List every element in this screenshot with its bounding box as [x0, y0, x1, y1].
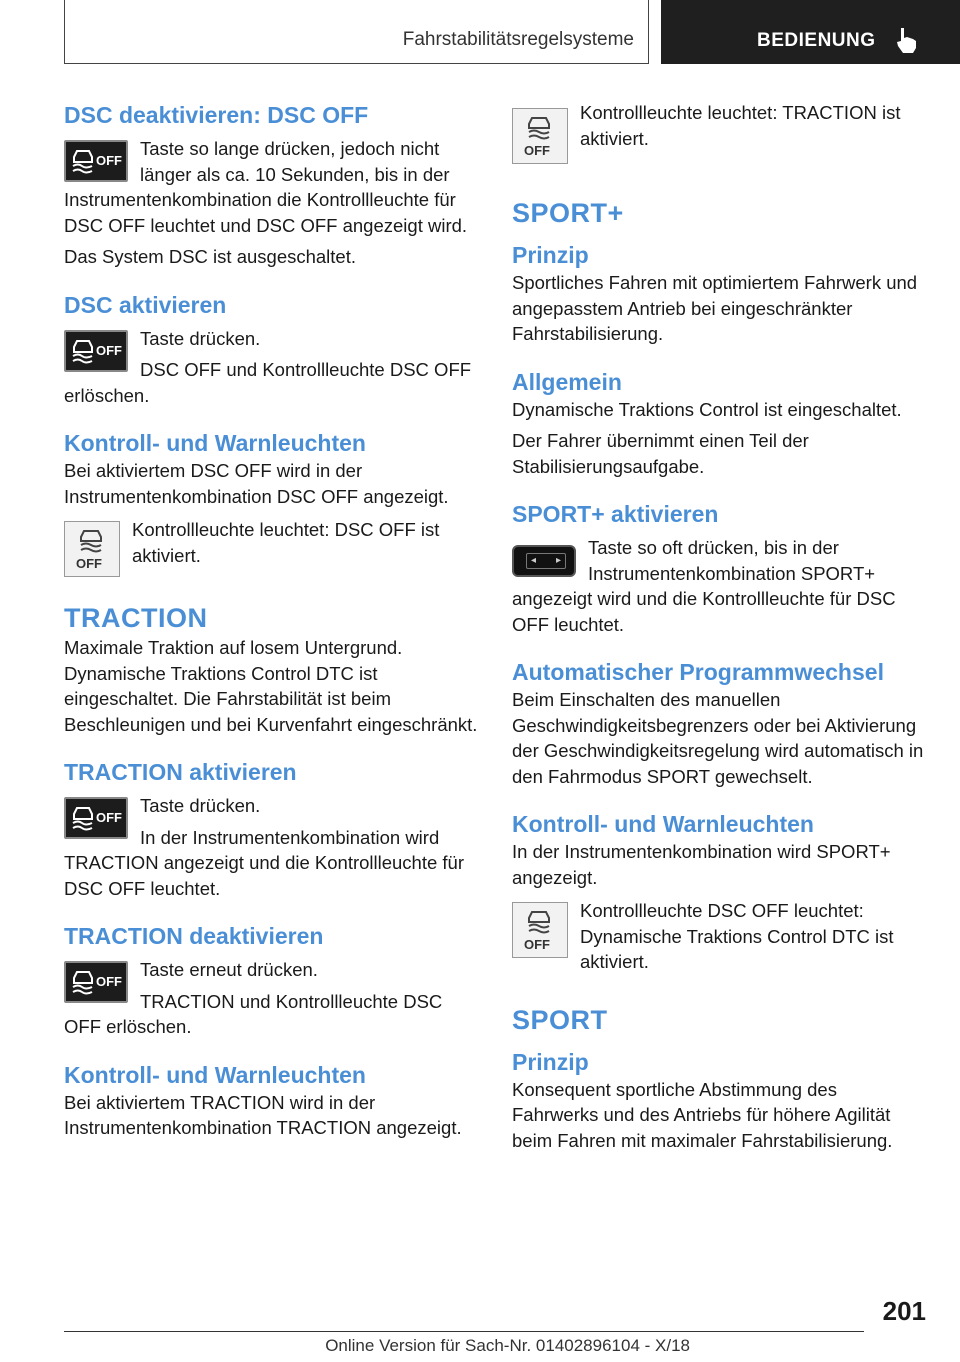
traction-on-block — [64, 793, 480, 901]
heading-sport-plus: SPORT+ — [512, 198, 624, 228]
heading-dsc-off: DSC deaktivieren: DSC OFF — [64, 102, 369, 128]
off-label: OFF — [524, 143, 550, 158]
footer-divider — [64, 1331, 864, 1332]
off-label: OFF — [76, 556, 102, 571]
arrow-left-icon: ◂ — [531, 555, 537, 566]
traction-text: Maximale Traktion auf losem Untergrund. Dynamische Traktions Control DTC ist eingeschaltet. Die Fahrstabilität ist beim Beschleunigen und bei Kurvenfahrt eingeschränkt. — [64, 637, 478, 735]
header-chapter-title: BEDIENUNG — [757, 30, 876, 51]
dsc-off-button-icon — [64, 961, 128, 1003]
heading-warn-1: Kontroll- und Warnleuchten — [64, 430, 366, 456]
dsc-off-lamp-icon — [512, 108, 568, 164]
mode-button-icon — [512, 545, 576, 577]
heading-prinzip-2: Prinzip — [512, 1048, 589, 1075]
warn-1-text: Bei aktiviertem DSC OFF wird in der Instrumentenkombination DSC OFF angezeigt. — [64, 460, 449, 507]
heading-sport: SPORT — [512, 1004, 608, 1035]
heading-prinzip-1: Prinzip — [512, 242, 589, 268]
header-section-tab — [64, 0, 649, 64]
dsc-off-lamp-icon — [512, 902, 568, 958]
heading-auto-program: Automatischer Programmwechsel — [512, 659, 884, 685]
car-skid-icon — [75, 528, 109, 554]
warn-3-text: In der Instrumentenkombination wird SPORT+ angezeigt. — [512, 841, 891, 888]
off-label: OFF — [96, 342, 122, 358]
car-skid-icon — [523, 115, 557, 141]
car-skid-icon — [70, 969, 96, 995]
header-section-title: Fahrstabilitätsregelsysteme — [402, 29, 634, 50]
dsc-off-button-icon — [64, 797, 128, 839]
traction-on-text-2: In der Instrumentenkombination wird TRACTION angezeigt und die Kontrollleuchte für DSC OFF leuchtet. — [64, 826, 465, 899]
traction-off-text-2: TRACTION und Kontrollleuchte DSC OFF erlöschen. — [64, 990, 443, 1037]
heading-warn-2: Kontroll- und Warnleuchten — [64, 1061, 366, 1088]
arrow-right-icon: ▸ — [555, 555, 561, 566]
dsc-off-text-1: Taste so lange drücken, jedoch nicht länger als ca. 10 Sekunden, bis in der Instrumentenkombination die Kontrollleuchte für DSC OFF leuchtet und DSC OFF angezeigt wird. — [64, 138, 468, 236]
off-label: OFF — [96, 974, 122, 989]
traction-on-text-1: Taste drücken. — [140, 795, 261, 816]
warn-2-text: Bei aktiviertem TRACTION wird in der Instrumentenkombination TRACTION angezeigt. — [64, 1091, 462, 1138]
dsc-on-block — [64, 326, 480, 409]
heading-traction-on: TRACTION aktivieren — [64, 759, 297, 785]
prinzip-1-text: Sportliches Fahren mit optimiertem Fahrwerk und angepasstem Antrieb bei eingeschränkter Fahrstabilisierung. — [512, 272, 918, 344]
off-label: OFF — [96, 153, 122, 168]
footer-online-version: Online Version für Sach-Nr. 01402896104 - X/18 — [325, 1336, 690, 1355]
right-column — [512, 100, 928, 1153]
heading-traction: TRACTION — [64, 603, 208, 633]
car-skid-icon — [523, 909, 557, 935]
warn-1-lamp-block — [64, 517, 480, 581]
heading-sport-plus-on: SPORT+ aktivieren — [512, 501, 719, 527]
page-number: 201 — [882, 1296, 926, 1326]
car-skid-icon — [70, 148, 96, 174]
warn-1-lamp-text: Kontrollleuchte leuchtet: DSC OFF ist aktiviert. — [132, 519, 440, 566]
traction-lamp-text: Kontrollleuchte leuchtet: TRACTION ist aktiviert. — [580, 102, 901, 149]
dsc-off-text-2: Das System DSC ist ausgeschaltet. — [64, 246, 356, 267]
car-skid-icon — [70, 805, 96, 831]
warn-3-lamp-text: Kontrollleuchte DSC OFF leuchtet: Dynamische Traktions Control DTC ist aktiviert. — [580, 900, 894, 972]
heading-dsc-on: DSC aktivieren — [64, 291, 227, 318]
dsc-on-text-1: Taste drücken. — [140, 327, 261, 349]
car-skid-icon — [70, 338, 96, 364]
dsc-on-text-2: DSC OFF und Kontrollleuchte DSC OFF erlöschen. — [64, 359, 472, 406]
off-label: OFF — [524, 937, 550, 952]
prinzip-2-text: Konsequent sportliche Abstimmung des Fahrwerks und des Antriebs für höhere Agilität beim Fahren mit maximaler Fahrstabilisierung. — [512, 1078, 893, 1151]
sport-plus-on-text: Taste so oft drücken, bis in der Instrumentenkombination SPORT+ angezeigt wird und die Kontrollleuchte für DSC OFF leuchtet. — [512, 537, 896, 635]
dsc-off-block — [64, 136, 480, 238]
warn-3-lamp-block — [512, 898, 928, 975]
traction-lamp-block — [512, 100, 928, 168]
off-label: OFF — [96, 810, 122, 825]
heading-warn-3: Kontroll- und Warnleuchten — [512, 811, 814, 837]
allgemein-text-2: Der Fahrer übernimmt einen Teil der Stabilisierungsaufgabe. — [512, 430, 809, 477]
auto-program-text: Beim Einschalten des manuellen Geschwindigkeitsbegrenzers oder bei Aktivierung der Geschwindigkeitsregelung wird automatisch in den Fahrmodus SPORT gewechselt. — [512, 689, 924, 787]
page-header — [0, 0, 960, 66]
heading-allgemein: Allgemein — [512, 368, 622, 395]
dsc-off-button-icon — [64, 140, 128, 182]
sport-plus-on-block — [512, 535, 928, 637]
traction-off-text-1: Taste erneut drücken. — [140, 959, 318, 980]
allgemein-text-1: Dynamische Traktions Control ist eingeschaltet. — [512, 398, 902, 420]
dsc-off-button-icon — [64, 330, 128, 372]
heading-traction-off: TRACTION deaktivieren — [64, 923, 324, 949]
header-chapter-tab — [661, 0, 960, 64]
left-column — [64, 100, 480, 1141]
traction-off-block — [64, 957, 480, 1040]
hand-pointer-icon — [895, 26, 921, 54]
dsc-off-lamp-icon — [64, 521, 120, 577]
